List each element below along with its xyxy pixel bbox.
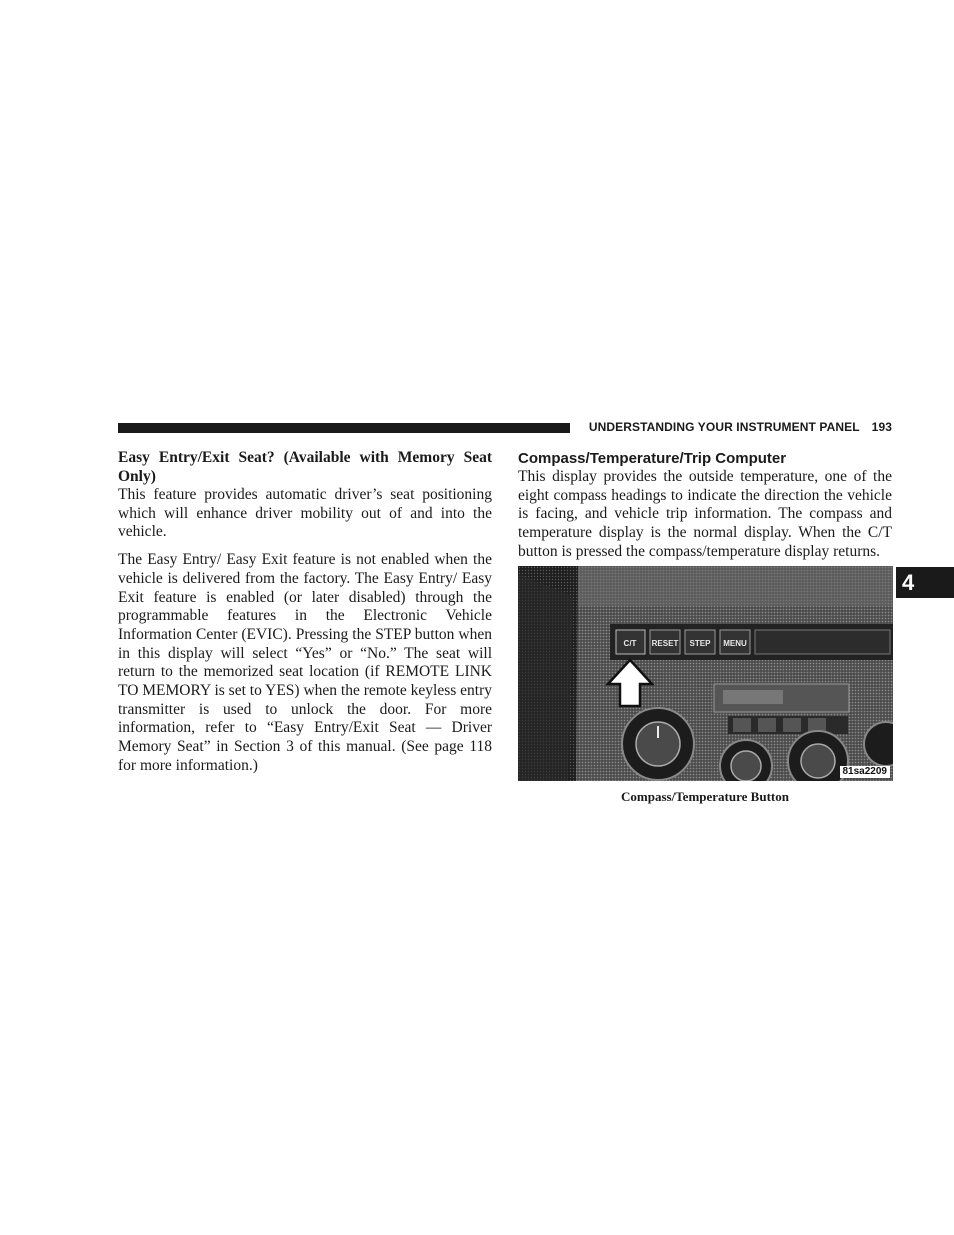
easy-entry-paragraph-1: This feature provides automatic driver’s seat positioning which will enhance driver mobility out of and into the vehicle. <box>118 486 492 541</box>
instrument-panel-photo <box>518 566 893 781</box>
reset-button-label: RESET <box>651 638 679 648</box>
section-title: UNDERSTANDING YOUR INSTRUMENT PANEL <box>588 420 860 434</box>
step-button-label: STEP <box>689 638 711 648</box>
page-number: 193 <box>871 420 892 434</box>
compass-paragraph: This display provides the outside temperature, one of the eight compass headings to indicate the direction the vehicle is facing, and vehicle trip information. The compass and temperature display is the normal display. When the C/T button is pressed the compass/temperature display returns. <box>518 468 892 560</box>
figure-reference-code: 81sa2209 <box>840 766 891 778</box>
menu-button-label: MENU <box>723 638 747 648</box>
easy-entry-paragraph-2: The Easy Entry/ Easy Exit feature is not enabled when the vehicle is delivered from the factory. The Easy Entry/ Easy Exit feature is enabled (or later disabled) through the programmable features in the Electronic Vehicle Information Center (EVIC). Pressing the STEP button when in this display will select “Yes” or “No.” The seat will return to the memorized seat location (if REMOTE LINK TO MEMORY is set to YES) when the remote keyless entry transmitter is used to unlock the door. For more information, refer to “Easy Entry/Exit Seat — Driver Memory Seat” in Section 3 of this manual. (See page 118 for more information.) <box>118 551 492 774</box>
left-column <box>118 449 492 776</box>
chapter-tab: 4 <box>896 567 954 598</box>
panel-illustration <box>518 566 893 781</box>
running-header <box>578 420 892 434</box>
easy-entry-heading: Easy Entry/Exit Seat? (Available with Memory Seat Only) <box>118 449 492 485</box>
header-rule <box>118 423 570 433</box>
ct-button-label: C/T <box>623 638 637 648</box>
right-column <box>518 449 892 805</box>
figure-caption: Compass/Temperature Button <box>621 788 789 804</box>
compass-heading: Compass/Temperature/Trip Computer <box>518 450 787 467</box>
